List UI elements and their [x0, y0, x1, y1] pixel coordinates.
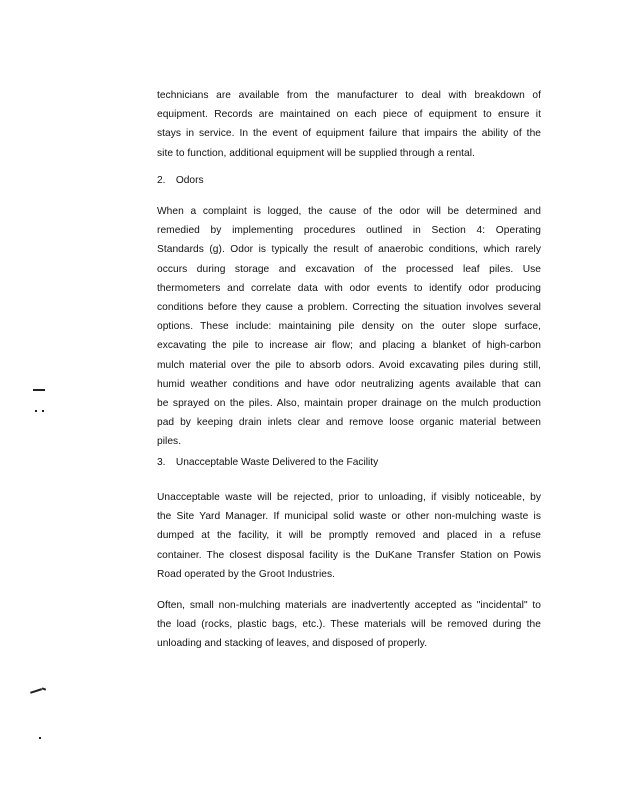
paragraph-incidental-materials: [157, 596, 541, 654]
section-title: Unacceptable Waste Delivered to the Facility: [175, 457, 379, 468]
scan-artifact: [35, 410, 37, 412]
text-line: unloading and stacking of leaves, and disposed of properly.: [157, 638, 428, 650]
section-number: 2.: [157, 175, 166, 186]
text-line: the Site Yard Manager. If municipal solid waste or other non-mulching waste is: [157, 511, 541, 523]
text-line: container. The closest disposal facility is the DuKane Transfer Station on Powis: [157, 549, 541, 561]
text-line: stays in service. In the event of equipment failure that impairs the ability of the: [157, 128, 541, 140]
text-line: be sprayed on the piles. Also, maintain proper drainage on the mulch production: [157, 397, 541, 409]
text-line: technicians are available from the manufacturer to deal with breakdown of: [157, 90, 541, 101]
paragraph-unacceptable-waste: [157, 488, 541, 584]
text-line: piles.: [157, 436, 182, 448]
paragraph-equipment: [157, 86, 541, 163]
section-title: Odors: [175, 175, 204, 186]
text-line: excavating the pile to increase air flow; and placing a blanket of high-carbon: [157, 340, 541, 352]
text-line: Road operated by the Groot Industries.: [157, 568, 336, 580]
section-heading-odors: [157, 171, 204, 190]
text-line: Often, small non-mulching materials are inadvertently accepted as "incidental" to: [157, 600, 541, 611]
scan-artifact: [42, 410, 44, 412]
text-line: humid weather conditions and have odor neutralizing agents available that can: [157, 378, 541, 390]
scan-artifact: [30, 688, 42, 693]
text-line: dumped at the facility, it will be promptly removed and placed in a refuse: [157, 530, 541, 542]
section-number: 3.: [157, 457, 166, 468]
text-line: remedied by implementing procedures outlined in Section 4: Operating: [157, 225, 541, 237]
text-line: occurs during storage and excavation of the processed leaf piles. Use: [157, 263, 541, 275]
scan-artifact: [39, 737, 41, 739]
text-line: options. These include: maintaining pile density on the outer slope surface,: [157, 321, 541, 333]
paragraph-odors: [157, 202, 541, 451]
section-heading-unacceptable-waste: [157, 453, 378, 472]
text-line: Unacceptable waste will be rejected, prior to unloading, if visibly noticeable, by: [157, 492, 541, 503]
text-line: Standards (g). Odor is typically the result of anaerobic conditions, which rarely: [157, 244, 541, 256]
text-line: When a complaint is logged, the cause of the odor will be determined and: [157, 206, 541, 217]
scan-artifact: [42, 687, 46, 690]
text-line: mulch material over the pile to absorb odors. Avoid excavating piles during still,: [157, 359, 541, 371]
text-line: site to function, additional equipment will be supplied through a rental.: [157, 147, 475, 159]
scan-artifact: [33, 389, 45, 391]
text-line: the load (rocks, plastic bags, etc.). These materials will be removed during the: [157, 619, 541, 631]
text-line: conditions before they cause a problem. Correcting the situation involves several: [157, 301, 541, 313]
text-line: thermometers and correlate data with odor events to identify odor producing: [157, 282, 541, 294]
text-line: pad by keeping drain inlets clear and remove loose organic material between: [157, 417, 541, 429]
text-line: equipment. Records are maintained on each piece of equipment to ensure it: [157, 109, 541, 121]
